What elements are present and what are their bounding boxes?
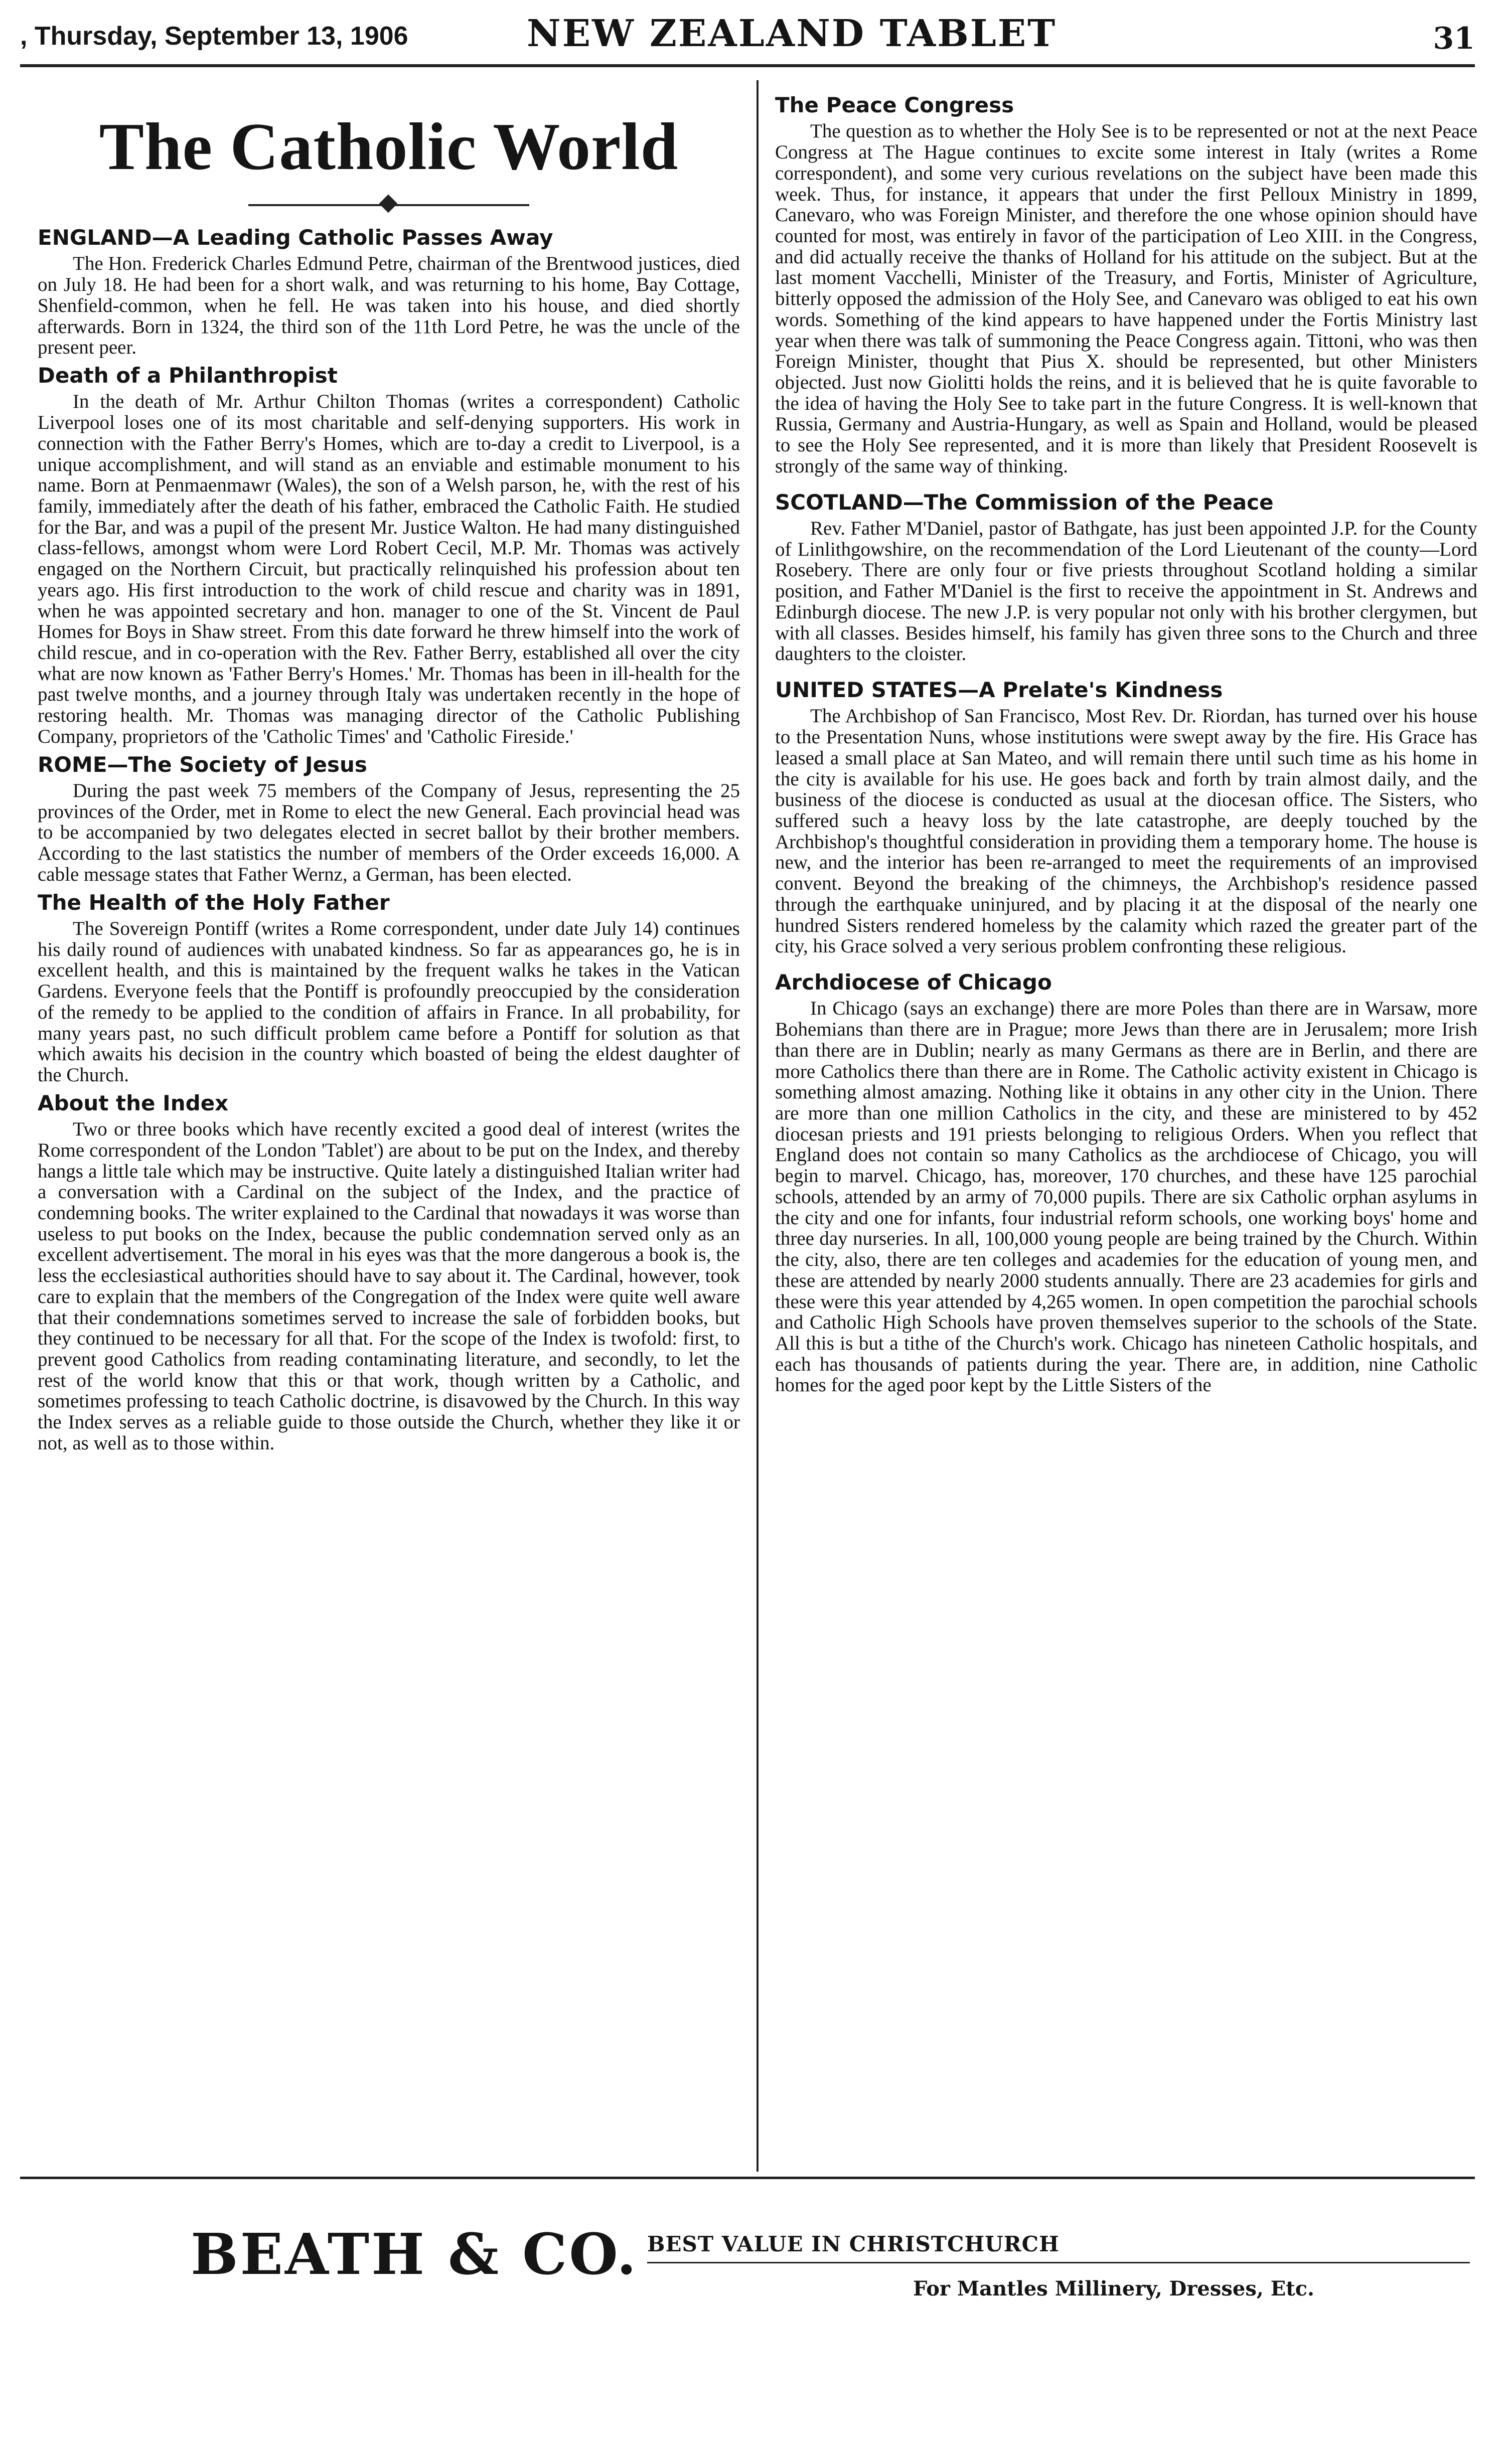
article-text: The Sovereign Pontiff (writes a Rome correspondent, under date July 14) continues his daily round of audiences with unabated kindness. So far as appearances go, he is in excellent health, and this is maintained by the frequent walks he takes in the Vatican Gardens. Everyone feels that the Pontiff is profoundly preoccupied by the consideration of the remedy to be applied to the condition of affairs in France. In all probability, for many years past, no such difficult problem came before a Pontiff for solution as that which awaits his decision in the country which boasted of being the eldest daughter of the Church.: [38, 917, 740, 1086]
article-text: Rev. Father M'Daniel, pastor of Bathgate, has just been appointed J.P. for the County of Linlithgowshire, on the recommendation of the Lord Lieutenant of the county—Lord Rosebery. There are only four or five priests throughout Scotland holding a similar position, and Father M'Daniel is the first to receive the appointment in St. Andrews and Edinburgh diocese. The new J.P. is very popular not only with his brother clergymen, but with all classes. Besides himself, his family has given three sons to the Church and three daughters to the cloister.: [775, 518, 1477, 665]
article-holy-father-health: [38, 890, 740, 1086]
article-heading: SCOTLAND—The Commission of the Peace: [775, 489, 1274, 515]
article-text: The Archbishop of San Francisco, Most Rev. Dr. Riordan, has turned over his house to the Presentation Nuns, whose institutions were swept away by the fire. His Grace has leased a small place at San Mateo, and will remain there until such time as his home in the city is available for his use. He goes back and forth by train almost daily, and the business of the diocese is conducted as usual at the diocesan office. The Sisters, who suffered such a heavy loss by the late catastrophe, are deeply touched by the Archbishop's thoughtful consideration in providing them a temporary home. The house is new, and the interior has been re-arranged to meet the requirements of an improvised convent. Beyond the breaking of the chimneys, the Archbishop's residence passed through the earthquake uninjured, and by placing it at the disposal of the nearly one hundred Sisters rendered homeless by the calamity which razed the greater part of the city, his Grace solved a very serious problem confronting these religious.: [775, 705, 1477, 957]
article-heading: ROME—The Society of Jesus: [38, 752, 367, 777]
article-text: Two or three books which have recently excited a good deal of interest (writes the Rome correspondent of the London 'Tablet') are about to be put on the Index, and thereby hangs a little tale which may be instructive. Quite lately a distinguished Italian writer had a conversation with a Cardinal on the subject of the Index, and the practice of condemning books. The writer explained to the Cardinal that nowadays it was worse than useless to put books on the Index, because the public condemnation served only as an excellent advertisement. The moral in his eyes was that the more dangerous a book is, the less the ecclesiastical authorities should have to say about it. The Cardinal, however, took care to explain that the members of the Congregation of the Index were quite well aware that their condemnations sometimes served to increase the sale of forbidden books, but they continued to be necessary for all that. For the scope of the Index is twofold: first, to prevent good Catholics from reading contaminating literature, and secondly, to let the rest of the world know that this or that work, though written by a Catholic, and sometimes professing to teach Catholic doctrine, is disavowed by the Church. In this way the Index serves as a reliable guide to those outside the Church, whether they like it or not, as well as to those within.: [38, 1118, 740, 1454]
slogan-rule: [647, 2262, 1470, 2263]
masthead: [20, 5, 1475, 70]
article-peace-congress: [775, 93, 1477, 477]
article-heading: Archdiocese of Chicago: [775, 970, 1052, 995]
article-chicago: [775, 970, 1477, 1396]
header-rule: [20, 64, 1475, 67]
title-ornament: [38, 190, 740, 220]
issue-date: , Thursday, September 13, 1906: [20, 22, 408, 51]
article-heading: ENGLAND—A Leading Catholic Passes Away: [38, 225, 553, 250]
article-text: In the death of Mr. Arthur Chilton Thomas (writes a correspondent) Catholic Liverpool loses one of its most charitable and self-denying supporters. His work in connection with the Father Berry's Homes, which are to-day a credit to Liverpool, is a unique accomplishment, and will stand as an enviable and estimable monument to his name. Born at Penmaenmawr (Wales), the son of a Welsh parson, he, with the rest of his family, immediately after the death of his father, embraced the Catholic Faith. He studied for the Bar, and was a pupil of the present Mr. Justice Walton. He had many distinguished class-fellows, amongst whom were Lord Robert Cecil, M.P. Mr. Thomas was actively engaged on the Northern Circuit, but practically relinquished his profession about ten years ago. His first introduction to the work of child rescue and charity was in 1891, when he was appointed secretary and hon. manager to one of the St. Vincent de Paul Homes for Boys in Shaw street. From this date forward he threw himself into the work of child rescue, and in co-operation with the Rev. Father Berry, established all over the city what are now known as 'Father Berry's Homes.' Mr. Thomas has been in ill-health for the past twelve months, and a journey through Italy was undertaken recently in the hope of restoring health. Mr. Thomas was managing director of the Catholic Publishing Company, proprietors of the 'Catholic Times' and 'Catholic Fireside.': [38, 391, 740, 747]
article-heading: The Peace Congress: [775, 93, 1014, 117]
article-heading: UNITED STATES—A Prelate's Kindness: [775, 678, 1223, 703]
column-divider: [757, 80, 759, 2172]
advertiser-name: BEATH & CO.: [191, 2222, 639, 2287]
article-united-states: [775, 678, 1477, 957]
article-text: The Hon. Frederick Charles Edmund Petre, chairman of the Brentwood justices, died on July 18. He had been for a short walk, and was returning to his home, Bay Cottage, Shenfield-common, when he fell. He was taken into his house, and died shortly afterwards. Born in 1324, the third son of the 11th Lord Petre, he was the uncle of the present peer.: [38, 253, 740, 359]
advertisement-footer: [20, 2177, 1475, 2457]
right-column: [775, 88, 1477, 2164]
article-index: [38, 1091, 740, 1454]
page-number: 31: [1433, 21, 1475, 56]
article-heading: Death of a Philanthropist: [38, 363, 338, 388]
footer-rule: [20, 2177, 1475, 2179]
article-philanthropist: [38, 363, 740, 747]
article-rome-jesuits: [38, 752, 740, 885]
advertiser-slogan: BEST VALUE IN CHRISTCHURCH: [647, 2232, 1060, 2256]
left-column: [38, 88, 740, 2164]
section-title: The Catholic World: [99, 109, 679, 184]
article-text: During the past week 75 members of the Company of Jesus, representing the 25 provinces of the Order, met in Rome to elect the new General. Each provincial head was to be accompanied by two delegates elected in secret ballot by their brother members. According to the last statistics the number of members of the Order exceeds 16,000. A cable message states that Father Wernz, a German, has been elected.: [38, 779, 740, 885]
advertiser-goods: For Mantles Millinery, Dresses, Etc.: [913, 2277, 1314, 2301]
article-scotland: [775, 490, 1477, 665]
article-england: [38, 225, 740, 358]
newspaper-title: NEW ZEALAND TABLET: [527, 12, 1057, 55]
article-heading: The Health of the Holy Father: [38, 890, 390, 915]
article-text: In Chicago (says an exchange) there are more Poles than there are in Warsaw, more Bohemians than there are in Prague; more Jews than there are in Jerusalem; more Irish than there are in Dublin; nearly as many Germans as there are in Berlin, and there are more Catholics there than there are in Rome. The Catholic activity existent in Chicago is something almost amazing. Nothing like it obtains in any other city in the Union. There are more than one million Catholics in the city, and these are ministered to by 452 diocesan priests and 191 priests belonging to religious Orders. When you reflect that England does not contain so many Catholics as the archdiocese of Chicago, you will begin to marvel. Chicago, has, moreover, 170 churches, and these have 125 parochial schools, attended by an army of 70,000 pupils. There are six Catholic orphan asylums in the city and one for infants, four industrial reform schools, one working boys' home and three day nurseries. In all, 100,000 young people are being trained by the Church. Within the city, also, there are ten colleges and academies for the education of young men, and these are attended by nearly 2000 students annually. There are 23 academies for girls and these were this year attended by 4,265 women. In open competition the parochial schools and Catholic High Schools have proven themselves superior to the schools of the State. All this is but a tithe of the Church's work. Chicago has nineteen Catholic hospitals, and each has thousands of patients during the year. There are, in addition, nine Catholic homes for the aged poor kept by the Little Sisters of the: [775, 998, 1477, 1396]
article-heading: About the Index: [38, 1090, 229, 1115]
article-text: The question as to whether the Holy See is to be represented or not at the next Peace Congress at The Hague continues to excite some interest in Italy (writes a Rome correspondent), and some very curious revelations on the subject have been made this week. Thus, for instance, it appears that under the first Pelloux Ministry in 1899, Canevaro, who was Foreign Minister, and therefore the one whose opinion should have counted for most, was entirely in favor of the participation of Leo XIII. in the Congress, and did actually receive the thanks of Holland for his attitude on the subject. But at the last moment Vacchelli, Minister of the Treasury, and Fortis, Minister of Agriculture, bitterly opposed the admission of the Holy See, and Canevaro was obliged to eat his own words. Something of the kind appears to have happened under the Fortis Ministry last year when there was talk of summoning the Peace Congress again. Tittoni, who was then Foreign Minister, thought that Pius X. should be represented, but other Ministers objected. Just now Giolitti holds the reins, and it is believed that he is quite favorable to the idea of having the Holy See to take part in the future Congress. It is well-known that Russia, Germany and Austria-Hungary, as well as Spain and Holland, would be pleased to see the Holy See represented, and it is more than likely that President Roosevelt is strongly of the same way of thinking.: [775, 120, 1477, 477]
